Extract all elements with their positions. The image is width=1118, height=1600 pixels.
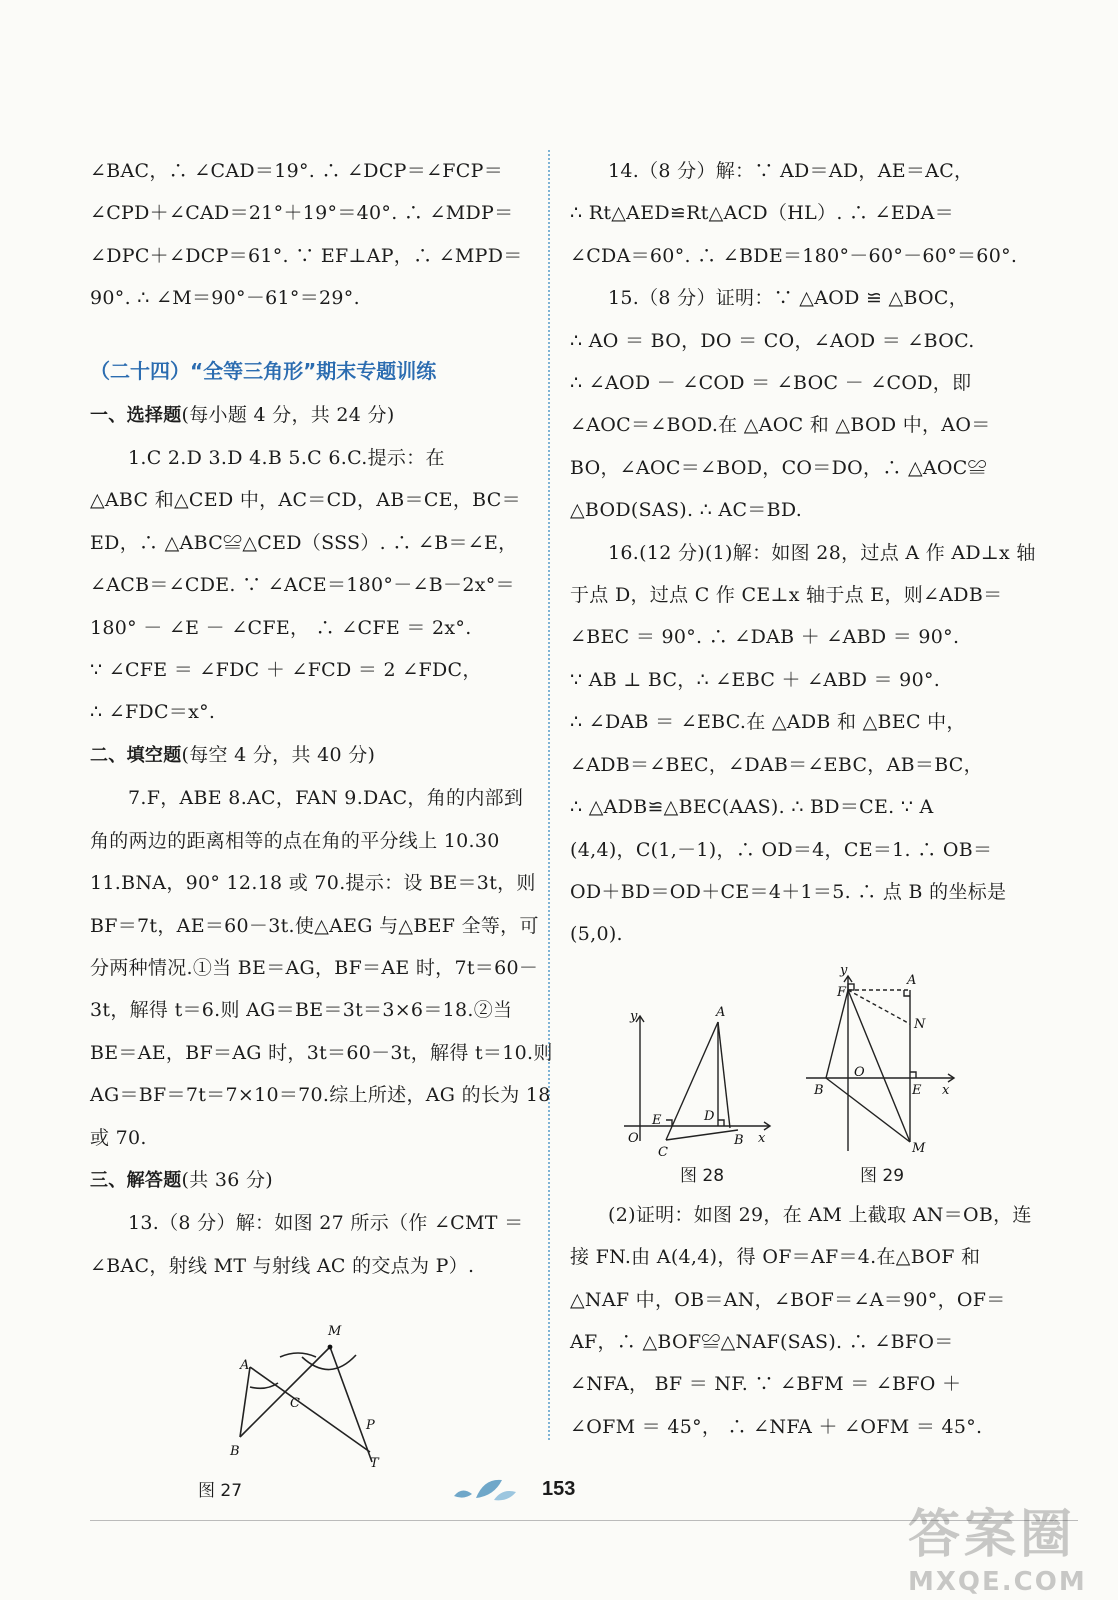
label-p: P (366, 1418, 375, 1434)
figure-29 (806, 976, 954, 1151)
text-line: ∠NFA， BF ＝ NF. ∵ ∠BFM ＝ ∠BFO ＋ (570, 1373, 962, 1396)
text-line: ∠CPD＋∠CAD＝21°＋19°＝40°. ∴ ∠MDP＝ (90, 202, 514, 225)
text-line: 3t，解得 t＝6.则 AG＝BE＝3t＝3×6＝18.②当 (90, 999, 513, 1022)
text-line: 1.C 2.D 3.D 4.B 5.C 6.C.提示：在 (128, 447, 445, 470)
point-m (328, 1345, 333, 1350)
part1-note: (每小题 4 分，共 24 分) (181, 403, 395, 426)
figures-28-29 (570, 956, 1006, 1194)
text-line: 15.（8 分）证明：∵ △AOD ≌ △BOC， (608, 287, 969, 310)
text-line: AG＝BF＝7t＝7×10＝70.综上所述，AG 的长为 18 (90, 1084, 551, 1107)
watermark-line1: 答案圈 (908, 1505, 1077, 1565)
arc-small (280, 1353, 316, 1357)
fig29-label-e: E (912, 1082, 922, 1098)
fig29-label-a: A (907, 972, 917, 988)
text-line: ∵ AB ⊥ BC，∴ ∠EBC ＋ ∠ABD ＝ 90°. (570, 668, 941, 691)
part1-title: 一、选择题 (90, 404, 182, 426)
column-divider (548, 150, 550, 1440)
text-line: ∠OFM ＝ 45°， ∴ ∠NFA ＋ ∠OFM ＝ 45°. (570, 1415, 983, 1438)
fig29-label-o: O (854, 1064, 865, 1080)
fig29-label-n: N (914, 1016, 926, 1032)
fig28-label-b: B (734, 1132, 744, 1148)
page-number: 153 (542, 1478, 576, 1500)
text-line: ∠BAC，∴ ∠CAD＝19°. ∴ ∠DCP＝∠FCP＝ (90, 160, 503, 182)
text-line: 接 FN.由 A(4,4)，得 OF＝AF＝4.在△BOF 和 (570, 1246, 981, 1269)
part-heading (90, 734, 530, 777)
text-line: (5,0). (570, 923, 623, 946)
figure-27-diagram (90, 1287, 530, 1472)
fig28-label-d: D (704, 1108, 715, 1124)
right-column (570, 150, 1036, 1448)
fig28-label-c: C (658, 1144, 668, 1160)
watermark-line2: MXQE.COM (908, 1567, 1087, 1597)
text-line: ED，∴ △ABC≌△CED（SSS）. ∴ ∠B＝∠E， (90, 531, 518, 554)
fig28-label-y: y (630, 1008, 638, 1024)
label-c: C (290, 1396, 300, 1412)
text-line: 7.F，ABE 8.AC，FAN 9.DAC，角的内部到 (128, 787, 524, 810)
part2-title: 二、填空题 (90, 744, 182, 766)
text-line: 90°. ∴ ∠M＝90°－61°＝29°. (90, 287, 360, 310)
text-line: 角的两边的距离相等的点在角的平分线上 10.30 (90, 829, 500, 852)
text-line: ∴ ∠DAB ＝ ∠EBC.在 △ADB 和 △BEC 中， (570, 711, 966, 734)
fig28-label-a: A (716, 1004, 726, 1020)
segment-ab (240, 1367, 250, 1437)
text-line: (2)证明：如图 29，在 AM 上截取 AN＝OB，连 (608, 1203, 1032, 1226)
part3-title: 三、解答题 (90, 1169, 182, 1191)
fig29-label-f: F (837, 984, 847, 1000)
text-line: 于点 D，过点 C 作 CE⊥x 轴于点 E，则∠ADB＝ (570, 584, 1003, 607)
text-line: OD＋BD＝OD＋CE＝4＋1＝5. ∴ 点 B 的坐标是 (570, 880, 1007, 903)
part2-note: (每空 4 分，共 40 分) (181, 743, 376, 766)
leaf-ornament-icon (450, 1474, 520, 1506)
text-line: BO，∠AOC＝∠BOD，CO＝DO，∴ △AOC≌ (570, 456, 987, 479)
figure-28-29-diagram (570, 956, 1006, 1160)
figure-28 (624, 1016, 770, 1141)
text-line: △ABC 和△CED 中，AC＝CD，AB＝CE，BC＝ (90, 489, 521, 512)
text-line: AF，∴ △BOF≌△NAF(SAS). ∴ ∠BFO＝ (570, 1330, 954, 1353)
text-line: BF＝7t，AE＝60－3t.使△AEG 与△BEF 全等，可 (90, 914, 539, 937)
text-line: 14.（8 分）解：∵ AD＝AD，AE＝AC， (608, 160, 974, 182)
text-line: ∠CDA＝60°. ∴ ∠BDE＝180°－60°－60°＝60°. (570, 244, 1018, 267)
text-line: 13.（8 分）解：如图 27 所示（作 ∠CMT ＝ (128, 1212, 524, 1235)
text-line: ∠BEC ＝ 90°. ∴ ∠DAB ＋ ∠ABD ＝ 90°. (570, 626, 960, 649)
label-a: A (240, 1358, 250, 1374)
label-b: B (230, 1444, 240, 1460)
text-line: (4,4)，C(1,－1)，∴ OD＝4，CE＝1. ∴ OB＝ (570, 838, 993, 861)
fig28-label-e: E (652, 1112, 662, 1128)
left-column (90, 150, 553, 1502)
text-line: 180° － ∠E － ∠CFE， ∴ ∠CFE ＝ 2x°. (90, 616, 472, 639)
part-heading (90, 394, 530, 437)
text-line: ∠BAC，射线 MT 与射线 AC 的交点为 P）. (90, 1254, 475, 1277)
section-title: （二十四）“全等三角形”期末专题训练 (90, 358, 437, 383)
text-line: BE＝AE，BF＝AG 时，3t＝60－3t，解得 t＝10.则 (90, 1041, 553, 1064)
text-line: △NAF 中，OB＝AN，∠BOF＝∠A＝90°，OF＝ (570, 1288, 1006, 1311)
text-line: ∴ Rt△AED≌Rt△ACD（HL）. ∴ ∠EDA＝ (570, 202, 954, 225)
label-t: T (370, 1456, 379, 1472)
fig28-label-o: O (628, 1130, 639, 1146)
text-line: ∠AOC＝∠BOD.在 △AOC 和 △BOD 中，AO＝ (570, 414, 991, 437)
watermark (908, 1492, 1108, 1597)
figure-27 (90, 1287, 530, 1501)
part-heading (90, 1159, 530, 1202)
text-line: ∴ ∠FDC＝x°. (90, 701, 216, 724)
text-line: 16.(12 分)(1)解：如图 28，过点 A 作 AD⊥x 轴 (608, 541, 1036, 564)
text-line: ∵ ∠CFE ＝ ∠FDC ＋ ∠FCD ＝ 2 ∠FDC， (90, 659, 482, 682)
text-line: ∴ AO ＝ BO，DO ＝ CO，∠AOD ＝ ∠BOC. (570, 329, 975, 352)
figure-28-caption: 图 28 (680, 1165, 725, 1186)
fig29-label-m: M (912, 1140, 926, 1156)
fig29-label-x: x (942, 1082, 950, 1098)
segment-bm (240, 1347, 330, 1437)
text-line: ∴ ∠AOD － ∠COD ＝ ∠BOC － ∠COD，即 (570, 372, 972, 395)
text-line: ∠ADB＝∠BEC，∠DAB＝∠EBC，AB＝BC， (570, 753, 983, 776)
label-m: M (328, 1324, 342, 1340)
fig29-label-y: y (840, 962, 848, 978)
fig28-label-x: x (758, 1130, 766, 1146)
fig29-label-b: B (814, 1082, 824, 1098)
figure-27-caption: 图 27 (197, 1481, 243, 1502)
part3-note: (共 36 分) (181, 1168, 273, 1191)
text-line: 分两种情况.①当 BE＝AG，BF＝AE 时，7t＝60－ (90, 956, 539, 979)
ray-mt (330, 1347, 372, 1462)
text-line: ∠ACB＝∠CDE. ∵ ∠ACE＝180°－∠B－2x°＝ (90, 574, 515, 597)
figure-29-caption: 图 29 (860, 1165, 905, 1186)
text-line: 或 70. (90, 1126, 147, 1149)
text-line: ∠DPC＋∠DCP＝61°. ∵ EF⊥AP，∴ ∠MPD＝ (90, 244, 523, 267)
text-line: △BOD(SAS). ∴ AC＝BD. (570, 499, 803, 522)
text-line: 11.BNA，90° 12.18 或 70.提示：设 BE＝3t，则 (90, 872, 536, 895)
text-line: ∴ △ADB≌△BEC(AAS). ∴ BD＝CE. ∵ A (570, 796, 934, 819)
